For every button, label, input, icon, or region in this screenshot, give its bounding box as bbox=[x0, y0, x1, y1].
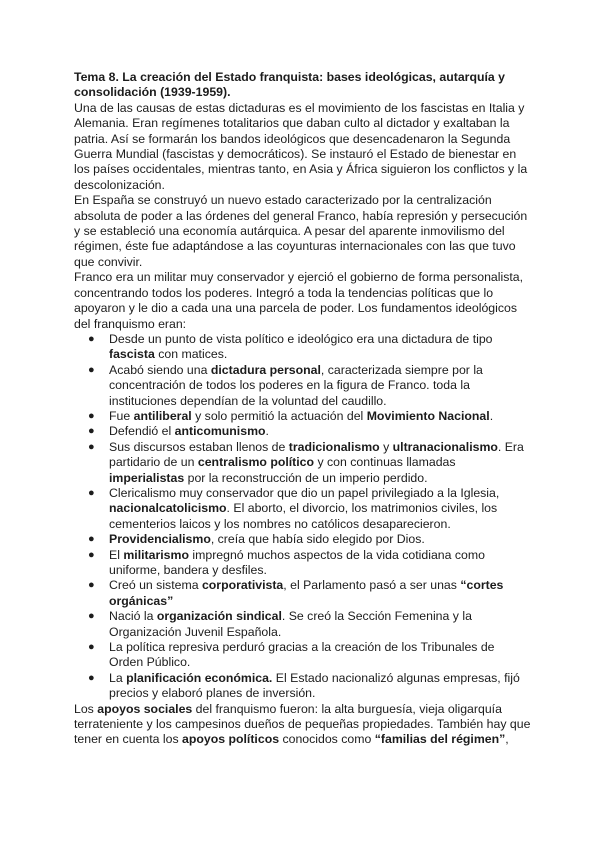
list-item bbox=[74, 548, 532, 579]
list-item-bold: militarismo bbox=[123, 547, 189, 562]
paragraph-bold: “familias del régimen” bbox=[374, 732, 506, 747]
list-item-bold: organización sindical bbox=[156, 609, 282, 624]
paragraph-text: conocidos como bbox=[279, 732, 375, 747]
bullet-icon: ● bbox=[88, 332, 95, 345]
list-item-text: . Era partidario de un bbox=[109, 439, 524, 470]
list-item bbox=[74, 440, 532, 486]
list-item-text: , creía que había sido elegido por Dios. bbox=[210, 532, 425, 547]
list-item bbox=[74, 409, 532, 424]
list-item-text: con matices. bbox=[154, 347, 228, 362]
list-item-text: por la reconstrucción de un imperio perdido. bbox=[184, 470, 428, 485]
paragraph-bold: apoyos sociales bbox=[97, 701, 193, 716]
bullet-icon: ● bbox=[88, 610, 95, 623]
list-item-text: Defendió el bbox=[109, 424, 175, 439]
document-page bbox=[74, 70, 532, 748]
list-item-text: y solo permitió la actuación del bbox=[191, 408, 367, 423]
document-title: Tema 8. La creación del Estado franquista: bases ideológicas, autarquía y consolidación (1939-1959). bbox=[74, 70, 505, 100]
list-item bbox=[74, 486, 532, 532]
list-item-bold: nacionalcatolicismo bbox=[109, 501, 227, 516]
list-item-text: Desde un punto de vista político e ideológico era una dictadura de tipo bbox=[109, 331, 493, 346]
list-item-bold: Movimiento Nacional bbox=[366, 408, 490, 423]
list-item-text: Acabó siendo una bbox=[109, 362, 211, 377]
list-item-text: y con continuas llamadas bbox=[314, 455, 456, 470]
list-item-text: impregnó muchos aspectos de la vida cotidiana como uniforme, bandera y desfiles. bbox=[109, 547, 485, 577]
list-item bbox=[74, 578, 532, 609]
list-item-bold: antiliberal bbox=[133, 408, 192, 423]
list-item-text: Nació la bbox=[109, 609, 157, 624]
list-item-text: y bbox=[379, 439, 393, 454]
list-item-text: El bbox=[109, 547, 124, 562]
list-item-bold: dictadura personal bbox=[210, 362, 321, 377]
paragraph-text: Los bbox=[74, 701, 98, 716]
paragraph-text: del franquismo fueron: la alta burguesía, vieja oligarquía terrateniente y los campesinos dueños de pequeñas propiedades. También hay que tener en cuenta los bbox=[74, 701, 531, 747]
list-item-text: Sus discursos estaban llenos de bbox=[109, 439, 289, 454]
list-item bbox=[74, 363, 532, 409]
list-item-text: Fue bbox=[109, 408, 134, 423]
list-item bbox=[74, 671, 532, 702]
bullet-icon: ● bbox=[88, 641, 95, 654]
list-item-bold: corporativista bbox=[201, 578, 284, 593]
paragraph-3: Franco era un militar muy conservador y ejerció el gobierno de forma personalista, concentrando todos los poderes. Integró a toda la tendencias políticas que lo apoyaron y le dio a cada una una parcela de poder. Los fundamentos ideológicos del franquismo eran: bbox=[74, 270, 524, 331]
list-item-bold: planificación económica. bbox=[126, 670, 273, 685]
list-item-text: . bbox=[489, 408, 494, 423]
paragraph-text: , bbox=[505, 732, 509, 747]
list-item bbox=[74, 532, 532, 547]
list-item-text: , caracterizada siempre por la concentración de todos los poderes en la figura de Franco. toda la instituciones dependían de la voluntad del caudillo. bbox=[109, 362, 483, 408]
ideological-foundations-list bbox=[74, 332, 532, 702]
list-item-text: Clericalismo muy conservador que dio un papel privilegiado a la Iglesia, bbox=[109, 485, 500, 500]
list-item-bold: fascista bbox=[109, 347, 155, 362]
bullet-icon: ● bbox=[88, 425, 95, 438]
paragraph-1: Una de las causas de estas dictaduras es el movimiento de los fascistas en Italia y Alemania. Eran regímenes totalitarios que daban culto al dictador y exaltaban la patria. Así se formarán los bandos ideológicos que desencadenaron la Segunda Guerra Mundial (fascistas y democráticos). Se instauró el Estado de bienestar en los países occidentales, mientras tanto, en Asia y África siguieron los conflictos y la descolonización. bbox=[74, 100, 528, 192]
bullet-icon: ● bbox=[88, 548, 95, 561]
bullet-icon: ● bbox=[88, 363, 95, 376]
list-item-text: , el Parlamento pasó a ser unas bbox=[283, 578, 461, 593]
list-item-text: . El aborto, el divorcio, los matrimonios civiles, los cementerios laicos y los nombres no católicos desaparecieron. bbox=[109, 501, 498, 531]
list-item-bold: Providencialismo bbox=[109, 532, 211, 547]
list-item-bold: centralismo político bbox=[197, 455, 315, 470]
list-item bbox=[74, 332, 532, 363]
list-item-text: La política represiva perduró gracias a la creación de los Tribunales de Orden Público. bbox=[109, 640, 495, 670]
list-item-text: . Se creó la Sección Femenina y la Organización Juvenil Española. bbox=[109, 609, 472, 639]
list-item-text: . bbox=[265, 424, 269, 439]
list-item-bold: imperialistas bbox=[109, 470, 185, 485]
paragraph-2: En España se construyó un nuevo estado caracterizado por la centralización absoluta de poder a las órdenes del general Franco, había represión y persecución y se estableció una economía autárquica. A pesar del aparente inmovilismo del régimen, éste fue adaptándose a las coyunturas internacionales con las que tuvo que convivir. bbox=[74, 193, 528, 269]
list-item bbox=[74, 609, 532, 640]
list-item-bold: tradicionalismo bbox=[288, 439, 380, 454]
closing-paragraph bbox=[74, 702, 532, 748]
paragraph-bold: apoyos políticos bbox=[182, 732, 280, 747]
list-item-text: La bbox=[109, 670, 127, 685]
list-item-bold: ultranacionalismo bbox=[392, 439, 498, 454]
bullet-icon: ● bbox=[88, 579, 95, 592]
bullet-icon: ● bbox=[88, 486, 95, 499]
list-item-text: Creó un sistema bbox=[109, 578, 202, 593]
list-item-text: El Estado nacionalizó algunas empresas, fijó precios y elaboró planes de inversión. bbox=[109, 670, 520, 701]
bullet-icon: ● bbox=[88, 533, 95, 546]
list-item bbox=[74, 424, 532, 439]
bullet-icon: ● bbox=[88, 671, 95, 684]
list-item-bold: “cortes orgánicas” bbox=[109, 578, 504, 608]
list-item-bold: anticomunismo bbox=[174, 424, 266, 439]
bullet-icon: ● bbox=[88, 409, 95, 422]
list-item bbox=[74, 640, 532, 671]
bullet-icon: ● bbox=[88, 440, 95, 453]
